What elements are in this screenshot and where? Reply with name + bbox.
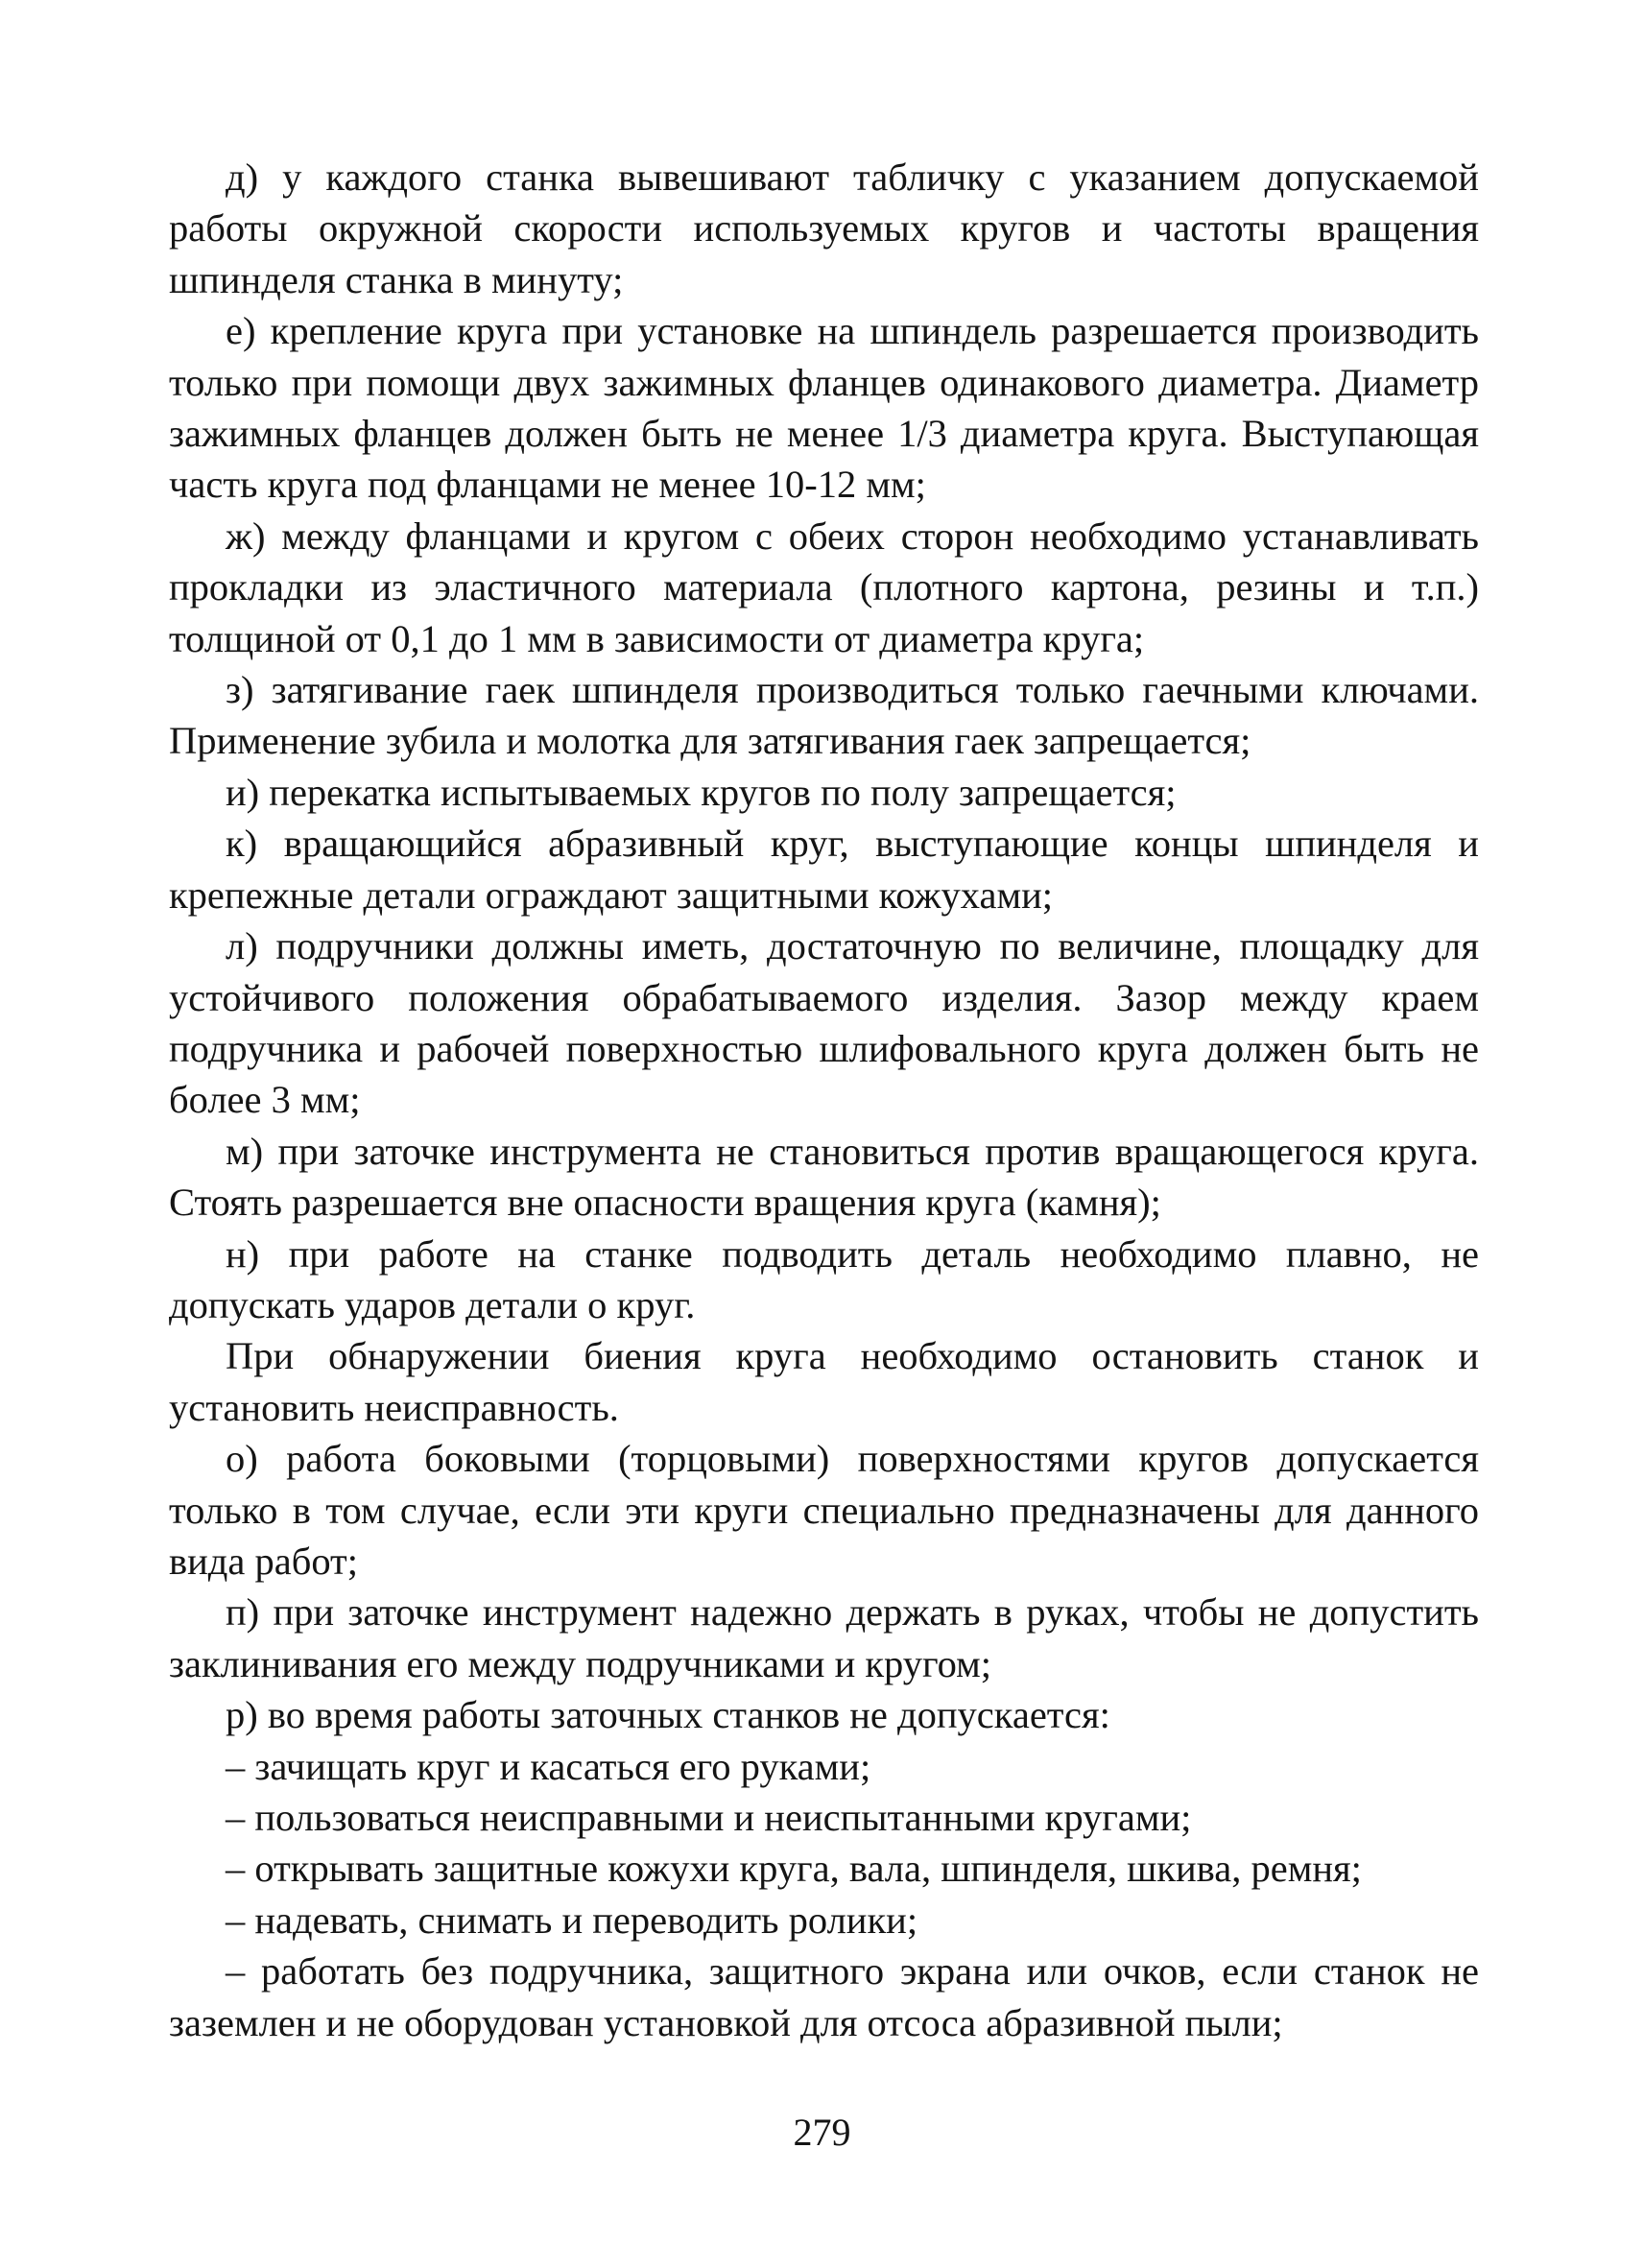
list-item-dash: – зачищать круг и касаться его руками; [226, 1744, 871, 1788]
paragraph-d: д) у каждого станка вывешивают табличку с указанием допускаемой работы окружной скорости используемых кругов и частоты вращения шпинделя станка в минуту; [169, 155, 1479, 301]
paragraph-o: о) работа боковыми (торцовыми) поверхностями кругов допускается только в том случае, если эти круги специально предназначены для данного вида работ; [169, 1437, 1479, 1583]
paragraph-k: к) вращающийся абразивный круг, выступающие концы шпинделя и крепежные детали ограждают защитными кожухами; [169, 822, 1479, 917]
list-item-dash: – надевать, снимать и переводить ролики; [226, 1898, 918, 1942]
paragraph-e: е) крепление круга при установке на шпиндель разрешается производить только при помощи двух зажимных фланцев одинакового диаметра. Диаметр зажимных фланцев должен быть не менее 1/3 диаметра круга. Выступающая часть круга под фланцами не менее 10-12 мм; [169, 309, 1479, 507]
body-text [169, 152, 1479, 2048]
paragraph-l: л) подручники должны иметь, достаточную по величине, площадку для устойчивого положения обрабатываемого изделия. Зазор между краем подручника и рабочей поверхностью шлифовального круга должен быть не более 3 мм; [169, 924, 1479, 1122]
paragraph-p: п) при заточке инструмент надежно держать в руках, чтобы не допустить заклинивания его между подручниками и кругом; [169, 1590, 1479, 1685]
list-item-dash: – работать без подручника, защитного экрана или очков, если станок не заземлен и не оборудован установкой для отсоса абразивной пыли; [169, 1949, 1479, 2044]
paragraph-i: и) перекатка испытываемых кругов по полу запрещается; [226, 770, 1177, 814]
paragraph-n: н) при работе на станке подводить деталь необходимо плавно, не допускать ударов детали о круг. [169, 1231, 1479, 1326]
paragraph-zh: ж) между фланцами и кругом с обеих сторон необходимо устанавливать прокладки из эластичного материала (плотного картона, резины и т.п.) толщиной от 0,1 до 1 мм в зависимости от диаметра круга; [169, 513, 1479, 660]
paragraph-r: р) во время работы заточных станков не допускается: [226, 1693, 1110, 1737]
paragraph-m: м) при заточке инструмента не становиться против вращающегося круга. Стоять разрешается вне опасности вращения круга (камня); [169, 1129, 1479, 1225]
paragraph-note: При обнаружении биения круга необходимо остановить станок и установить неисправность. [169, 1334, 1479, 1429]
paragraph-z: з) затягивание гаек шпинделя производиться только гаечными ключами. Применение зубила и молотка для затягивания гаек запрещается; [169, 668, 1479, 763]
list-item-dash: – открывать защитные кожухи круга, вала, шпинделя, шкива, ремня; [226, 1847, 1362, 1891]
list-item-dash: – пользоваться неисправными и неиспытанными кругами; [226, 1796, 1192, 1839]
page-number: 279 [793, 2111, 851, 2154]
